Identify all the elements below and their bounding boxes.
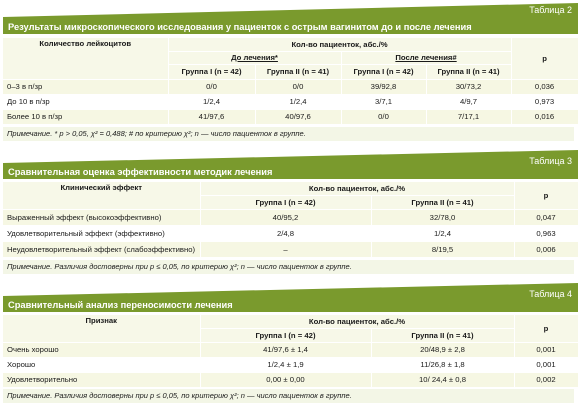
cell-g1: 0,00 ± 0,00 [200, 372, 371, 387]
cell-p: 0,036 [511, 79, 578, 94]
table-3-note: Примечание. Различия достоверны при p ≤ 0,05, по критерию χ²; n — число пациенток в группе. [3, 260, 574, 274]
table-3-number: Таблица 3 [529, 156, 572, 166]
table-row [3, 241, 578, 257]
table-2-title: Результаты микроскопического исследования у пациенток с острым вагинитом до и после лечения [8, 22, 472, 32]
table-2-number: Таблица 2 [529, 5, 572, 15]
cell-before-g2: 1/2,4 [255, 94, 341, 109]
col-header-group2: Группа II (n = 41) [371, 328, 514, 342]
col-header-group2-after: Группа II (n = 41) [426, 64, 511, 79]
col-header-patients: Кол-во пациенток, абс./% [200, 315, 514, 328]
table-4-card [3, 283, 578, 405]
col-header-group2-before: Группа II (n = 41) [255, 64, 341, 79]
cell-before-g1: 41/97,6 [168, 109, 255, 124]
table-4-title: Сравнительный анализ переносимости лечения [8, 300, 233, 310]
row-label: 0–3 в п/зр [3, 79, 168, 94]
row-label: Выраженный эффект (высокоэффективно) [3, 209, 200, 225]
cell-g1: 2/4,8 [200, 225, 371, 241]
cell-before-g1: 0/0 [168, 79, 255, 94]
cell-before-g1: 1/2,4 [168, 94, 255, 109]
table-row [3, 94, 578, 109]
table-row [3, 109, 578, 124]
cell-p: 0,001 [514, 342, 578, 357]
col-header-effect: Клинический эффект [3, 182, 200, 209]
cell-g2: 20/48,9 ± 2,8 [371, 342, 514, 357]
col-header-leukocytes: Количество лейкоцитов [3, 38, 168, 79]
table-row [3, 79, 578, 94]
cell-p: 0,006 [514, 241, 578, 257]
row-label: До 10 в п/зр [3, 94, 168, 109]
row-label: Удовлетворительно [3, 372, 200, 387]
cell-after-g1: 0/0 [341, 109, 426, 124]
cell-g2: 1/2,4 [371, 225, 514, 241]
col-header-p: p [514, 182, 578, 209]
cell-p: 0,016 [511, 109, 578, 124]
col-header-after: После лечения# [341, 51, 511, 64]
table-2-note: Примечание. * p > 0,05, χ² = 0,488; # по критерию χ²; n — число пациенток в группе. [3, 127, 574, 141]
cell-g2: 11/26,8 ± 1,8 [371, 357, 514, 372]
table-row [3, 209, 578, 225]
table-4 [3, 315, 579, 388]
cell-after-g2: 7/17,1 [426, 109, 511, 124]
table-3 [3, 182, 579, 258]
table-3-title: Сравнительная оценка эффективности методик лечения [8, 167, 273, 177]
table-row [3, 372, 578, 387]
cell-g1: 1/2,4 ± 1,9 [200, 357, 371, 372]
cell-g2: 10/ 24,4 ± 0,8 [371, 372, 514, 387]
table-3-card [3, 150, 578, 277]
col-header-group1-before: Группа I (n = 42) [168, 64, 255, 79]
col-header-group1-after: Группа I (n = 42) [341, 64, 426, 79]
cell-after-g1: 3/7,1 [341, 94, 426, 109]
cell-g1: 40/95,2 [200, 209, 371, 225]
cell-p: 0,001 [514, 357, 578, 372]
cell-g1: 41/97,6 ± 1,4 [200, 342, 371, 357]
table-2-card [3, 3, 578, 144]
col-header-before: До лечения* [168, 51, 341, 64]
cell-before-g2: 0/0 [255, 79, 341, 94]
cell-before-g2: 40/97,6 [255, 109, 341, 124]
col-header-patients: Кол-во пациенток, абс./% [168, 38, 511, 51]
cell-g1: – [200, 241, 371, 257]
col-header-p: p [514, 315, 578, 342]
cell-p: 0,973 [511, 94, 578, 109]
cell-g2: 8/19,5 [371, 241, 514, 257]
cell-g2: 32/78,0 [371, 209, 514, 225]
row-label: Более 10 в п/зр [3, 109, 168, 124]
row-label: Удовлетворительный эффект (эффективно) [3, 225, 200, 241]
col-header-sign: Признак [3, 315, 200, 342]
table-row [3, 342, 578, 357]
col-header-group1: Группа I (n = 42) [200, 328, 371, 342]
table-4-number: Таблица 4 [529, 289, 572, 299]
row-label: Неудовлетворительный эффект (слабоэффективно) [3, 241, 200, 257]
row-label: Хорошо [3, 357, 200, 372]
cell-after-g2: 4/9,7 [426, 94, 511, 109]
cell-after-g2: 30/73,2 [426, 79, 511, 94]
table-row [3, 357, 578, 372]
table-row [3, 225, 578, 241]
col-header-group2: Группа II (n = 41) [371, 195, 514, 209]
cell-p: 0,047 [514, 209, 578, 225]
cell-p: 0,963 [514, 225, 578, 241]
cell-after-g1: 39/92,8 [341, 79, 426, 94]
table-2 [3, 38, 579, 125]
col-header-patients: Кол-во пациенток, абс./% [200, 182, 514, 195]
row-label: Очень хорошо [3, 342, 200, 357]
col-header-p: p [511, 38, 578, 79]
col-header-group1: Группа I (n = 42) [200, 195, 371, 209]
table-4-note: Примечание. Различия достоверны при p ≤ 0,05, по критерию χ²; n — число пациенток в группе. [3, 389, 574, 403]
cell-p: 0,002 [514, 372, 578, 387]
